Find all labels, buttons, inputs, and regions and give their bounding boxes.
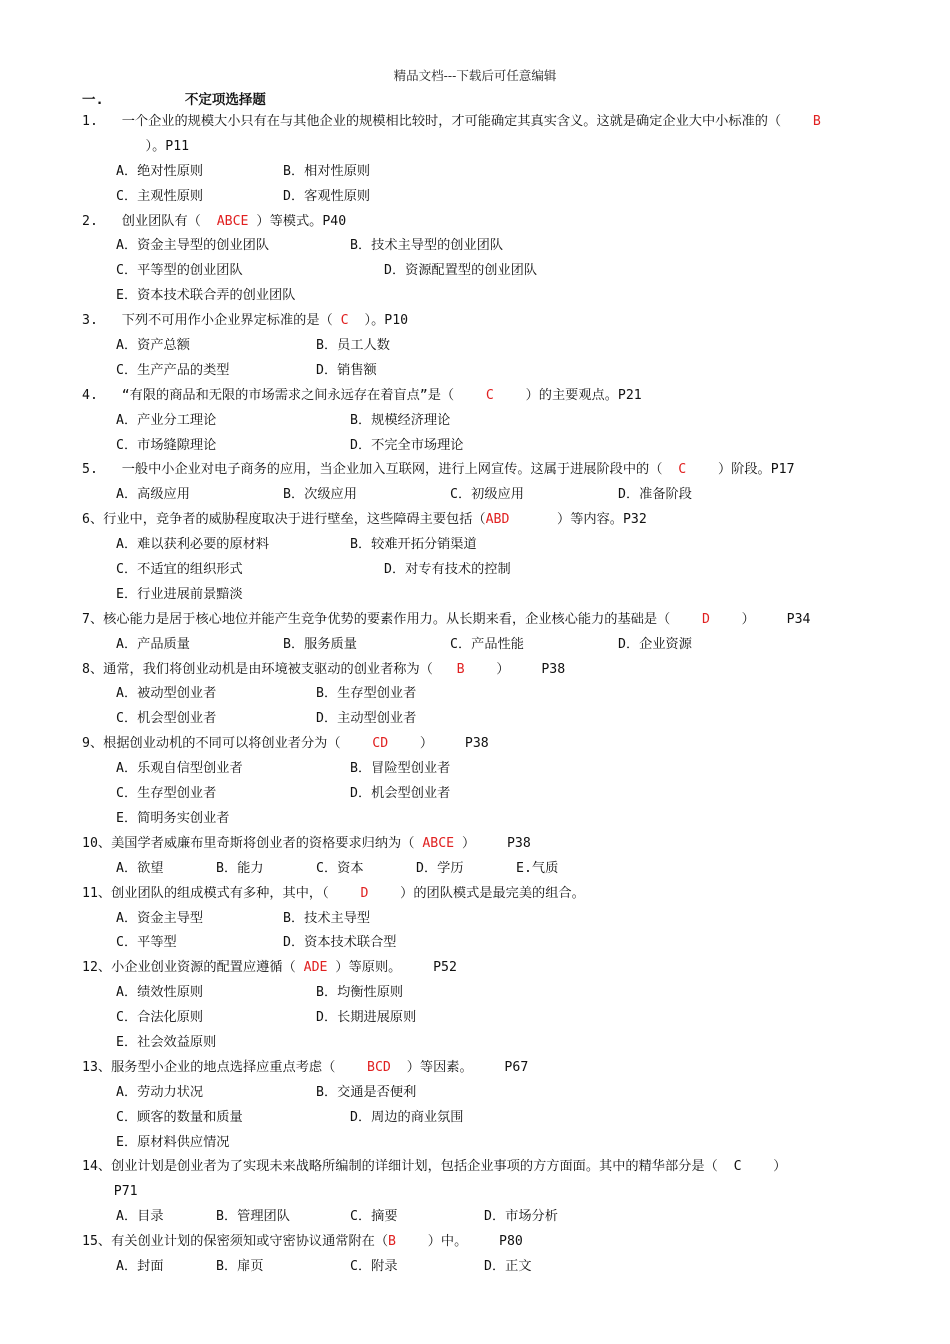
option: E．社会效益原则 <box>116 1034 217 1050</box>
question-number: 5. <box>82 462 98 478</box>
option: A．欲望 <box>116 860 164 876</box>
option: B．服务质量 <box>283 636 357 652</box>
question-number: 11、 <box>82 885 112 901</box>
option: B．交通是否便利 <box>316 1084 417 1100</box>
option: B．次级应用 <box>283 487 357 503</box>
question-stem: 一个企业的规模大小只有在与其他企业的规模相比较时，才可能确定其真实含义。这就是确定企业大中小标准的（ <box>97 114 813 129</box>
option-row <box>0 583 950 608</box>
option: D．周边的商业氛围 <box>350 1109 464 1125</box>
question-stem: 根据创业动机的不同可以将创业者分为（ <box>103 736 373 752</box>
option: D．主动型创业者 <box>316 711 417 727</box>
question-number: 3. <box>82 313 98 329</box>
question-text <box>82 1230 523 1255</box>
page-header: 精品文档---下载后可任意编辑 <box>393 68 557 83</box>
option: D．资本技术联合型 <box>283 935 397 951</box>
option: C．附录 <box>350 1258 398 1274</box>
question-number: 1. <box>82 114 98 129</box>
option-row <box>0 234 950 259</box>
option: D．市场分析 <box>484 1209 558 1225</box>
option-row <box>0 1031 950 1056</box>
option: B．规模经济理论 <box>350 412 451 428</box>
answer-mark: BCD <box>367 1059 391 1075</box>
question-text <box>82 508 647 533</box>
question-stem: 服务型小企业的地点选择应重点考虑（ <box>111 1059 368 1075</box>
question-line <box>0 384 950 409</box>
question-number: 15、 <box>82 1234 112 1250</box>
option-row <box>0 558 950 583</box>
question-number: 12、 <box>82 960 112 976</box>
question-tail: ）。P10 <box>348 313 409 329</box>
question-text <box>82 1056 528 1081</box>
question-stem: 创业团队的组成模式有多种，其中，（ <box>111 885 361 901</box>
option: B．相对性原则 <box>283 163 371 179</box>
question-number: 13、 <box>82 1059 112 1075</box>
question-continuation <box>0 1180 950 1205</box>
question-stem: 核心能力是居于核心地位并能产生竞争优势的要素作用力。从长期来看，企业核心能力的基础是（ <box>103 611 702 627</box>
question-text <box>82 882 585 907</box>
option-row <box>0 185 950 210</box>
option: C．不适宜的组织形式 <box>116 562 243 578</box>
option-row <box>0 533 950 558</box>
question-stem: 一般中小企业对电子商务的应用，当企业加入互联网，进行上网宣传。这属于进展阶段中的（ <box>97 462 679 478</box>
option: E．原材料供应情况 <box>116 1134 230 1150</box>
question-number: 2. <box>82 213 98 229</box>
option: D．长期进展原则 <box>316 1010 417 1026</box>
question-text <box>82 658 565 683</box>
answer-mark: C <box>485 387 494 403</box>
option: A．资产总额 <box>116 338 190 354</box>
option-row <box>0 633 950 658</box>
option: E．资本技术联合弄的创业团队 <box>116 288 296 304</box>
option: B．能力 <box>216 860 264 876</box>
question-line <box>0 309 950 334</box>
question-text <box>82 309 408 334</box>
option-row <box>0 1255 950 1280</box>
option: E．简明务实创业者 <box>116 810 230 826</box>
question-stem: 创业团队有（ <box>97 213 217 229</box>
question-continuation-text: P71 <box>82 1184 138 1200</box>
option-row <box>0 807 950 832</box>
section-number: 一. <box>82 92 104 108</box>
question-text <box>82 458 795 483</box>
answer-mark: ADE <box>303 960 328 976</box>
option: D．对专有技术的控制 <box>384 562 511 578</box>
question-stem: 通常，我们将创业动机是由环境被支驱动的创业者称为（ <box>103 661 457 677</box>
answer-mark: C <box>678 462 687 478</box>
question-line <box>0 832 950 857</box>
option: B．管理团队 <box>216 1209 290 1225</box>
question-tail: ）等内容。P32 <box>509 512 647 528</box>
question-number: 7、 <box>82 611 104 627</box>
option: D．机会型创业者 <box>350 786 451 802</box>
option: A．目录 <box>116 1209 164 1225</box>
option-row <box>0 907 950 932</box>
option: A．乐观自信型创业者 <box>116 761 243 777</box>
option: B．冒险型创业者 <box>350 761 451 777</box>
question-stem: 美国学者威廉布里奇斯将创业者的资格要求归纳为（ <box>111 835 423 851</box>
option: C．摘要 <box>350 1209 398 1225</box>
option: A．绩效性原则 <box>116 985 204 1001</box>
question-text <box>82 110 821 135</box>
question-number: 10、 <box>82 835 112 851</box>
option: A．产业分工理论 <box>116 412 217 428</box>
answer-mark: B <box>388 1234 396 1250</box>
question-stem: “有限的商品和无限的市场需求之间永远存在着盲点”是（ <box>97 387 486 403</box>
option: C．机会型创业者 <box>116 711 217 727</box>
option: B．均衡性原则 <box>316 985 404 1001</box>
question-continuation-text: ）。P11 <box>82 138 190 154</box>
question-tail: ） P38 <box>454 835 531 851</box>
option: A．封面 <box>116 1258 164 1274</box>
option-row <box>0 160 950 185</box>
option: D．企业资源 <box>618 636 692 652</box>
question-stem: 有关创业计划的保密须知或守密协议通常附在（ <box>111 1234 389 1250</box>
question-text <box>82 956 457 981</box>
answer-mark: ABD <box>485 512 510 528</box>
question-tail: ）中。 P80 <box>395 1234 523 1250</box>
option: A．被动型创业者 <box>116 686 217 702</box>
option: D．客观性原则 <box>283 188 371 204</box>
option-row <box>0 1081 950 1106</box>
question-line <box>0 956 950 981</box>
option-row <box>0 259 950 284</box>
question-number: 8、 <box>82 661 104 677</box>
question-stem: 小企业创业资源的配置应遵循（ <box>111 960 304 976</box>
option: A．资金主导型的创业团队 <box>116 238 270 254</box>
question-stem: 行业中，竞争者的威胁程度取决于进行壁垒，这些障碍主要包括（ <box>103 512 486 528</box>
option: D．资源配置型的创业团队 <box>384 263 538 279</box>
option: B．员工人数 <box>316 338 390 354</box>
answer-mark: B <box>812 114 821 129</box>
option-row <box>0 931 950 956</box>
option-row <box>0 1106 950 1131</box>
option-row <box>0 483 950 508</box>
option: B．扉页 <box>216 1258 264 1274</box>
question-text <box>82 832 531 857</box>
question-tail: ） P38 <box>388 736 489 752</box>
question-tail: ） P34 <box>709 611 811 627</box>
question-tail: ） P38 <box>464 661 566 677</box>
option: D．正文 <box>484 1258 532 1274</box>
question-line <box>0 110 950 135</box>
option: C．资本 <box>316 860 364 876</box>
option: A．资金主导型 <box>116 910 204 926</box>
question-stem: 下列不可用作小企业界定标准的是（ <box>97 313 341 329</box>
question-text <box>82 1155 786 1180</box>
option-row <box>0 1205 950 1230</box>
option: E．行业进展前景黯淡 <box>116 586 243 602</box>
option-row <box>0 359 950 384</box>
option-row <box>0 1131 950 1156</box>
option: B．技术主导型 <box>283 910 371 926</box>
question-tail: ）阶段。P17 <box>686 462 795 478</box>
option-row <box>0 757 950 782</box>
option: C．初级应用 <box>450 487 524 503</box>
option-row <box>0 1006 950 1031</box>
option: C．生产产品的类型 <box>116 362 230 378</box>
question-line <box>0 608 950 633</box>
section-title <box>82 88 266 108</box>
question-text <box>82 384 642 409</box>
question-text <box>82 732 489 757</box>
question-stem: 创业计划是创业者为了实现未来战略所编制的详细计划，包括企业事项的方方面面。其中的精华部分是（ C ） <box>111 1159 787 1175</box>
option: E.气质 <box>516 860 559 876</box>
option: D．不完全市场理论 <box>350 437 464 453</box>
option-row <box>0 981 950 1006</box>
option: D．准备阶段 <box>618 487 692 503</box>
answer-mark: C <box>340 313 349 329</box>
question-number: 9、 <box>82 736 104 752</box>
answer-mark: ABCE <box>216 213 249 229</box>
answer-mark: D <box>360 885 369 901</box>
question-number: 6、 <box>82 512 104 528</box>
question-line <box>0 658 950 683</box>
option-row <box>0 409 950 434</box>
option: A．产品质量 <box>116 636 190 652</box>
option: A．绝对性原则 <box>116 163 204 179</box>
question-line <box>0 732 950 757</box>
option-row <box>0 334 950 359</box>
question-tail: ）等原则。 P52 <box>327 960 457 976</box>
answer-mark: B <box>456 661 465 677</box>
question-text <box>82 608 810 633</box>
question-line <box>0 1230 950 1255</box>
question-line <box>0 210 950 235</box>
question-number: 4. <box>82 387 98 403</box>
question-tail: ）的团队模式是最完美的组合。 <box>368 885 585 901</box>
option: B．较难开拓分销渠道 <box>350 537 477 553</box>
option-row <box>0 782 950 807</box>
answer-mark: D <box>701 611 710 627</box>
option: C．市场缝隙理论 <box>116 437 217 453</box>
option: C．平等型 <box>116 935 177 951</box>
question-tail: ）等模式。P40 <box>248 213 347 229</box>
option-row <box>0 682 950 707</box>
question-line <box>0 1155 950 1180</box>
question-text <box>82 210 346 235</box>
option-row <box>0 857 950 882</box>
question-continuation <box>0 135 950 160</box>
option: A．高级应用 <box>116 487 190 503</box>
option: D．销售额 <box>316 362 377 378</box>
question-line <box>0 1056 950 1081</box>
option-row <box>0 707 950 732</box>
option: C．顾客的数量和质量 <box>116 1109 243 1125</box>
option: B．生存型创业者 <box>316 686 417 702</box>
option: D．学历 <box>416 860 464 876</box>
option: C．合法化原则 <box>116 1010 204 1026</box>
question-line <box>0 882 950 907</box>
question-line <box>0 458 950 483</box>
option: A．难以获利必要的原材料 <box>116 537 270 553</box>
question-tail: ）等因素。 P67 <box>390 1059 529 1075</box>
answer-mark: ABCE <box>422 835 455 851</box>
option-row <box>0 284 950 309</box>
option: B．技术主导型的创业团队 <box>350 238 504 254</box>
question-tail: ）的主要观点。P21 <box>493 387 642 403</box>
question-number: 14、 <box>82 1159 112 1175</box>
option: C．平等型的创业团队 <box>116 263 243 279</box>
option: C．产品性能 <box>450 636 524 652</box>
question-line <box>0 508 950 533</box>
option: A．劳动力状况 <box>116 1084 204 1100</box>
question-list <box>0 110 950 1280</box>
option: C．生存型创业者 <box>116 786 217 802</box>
answer-mark: CD <box>372 736 389 752</box>
option: C．主观性原则 <box>116 188 204 204</box>
option-row <box>0 434 950 459</box>
section-title-text: 不定项选择题 <box>184 92 266 108</box>
